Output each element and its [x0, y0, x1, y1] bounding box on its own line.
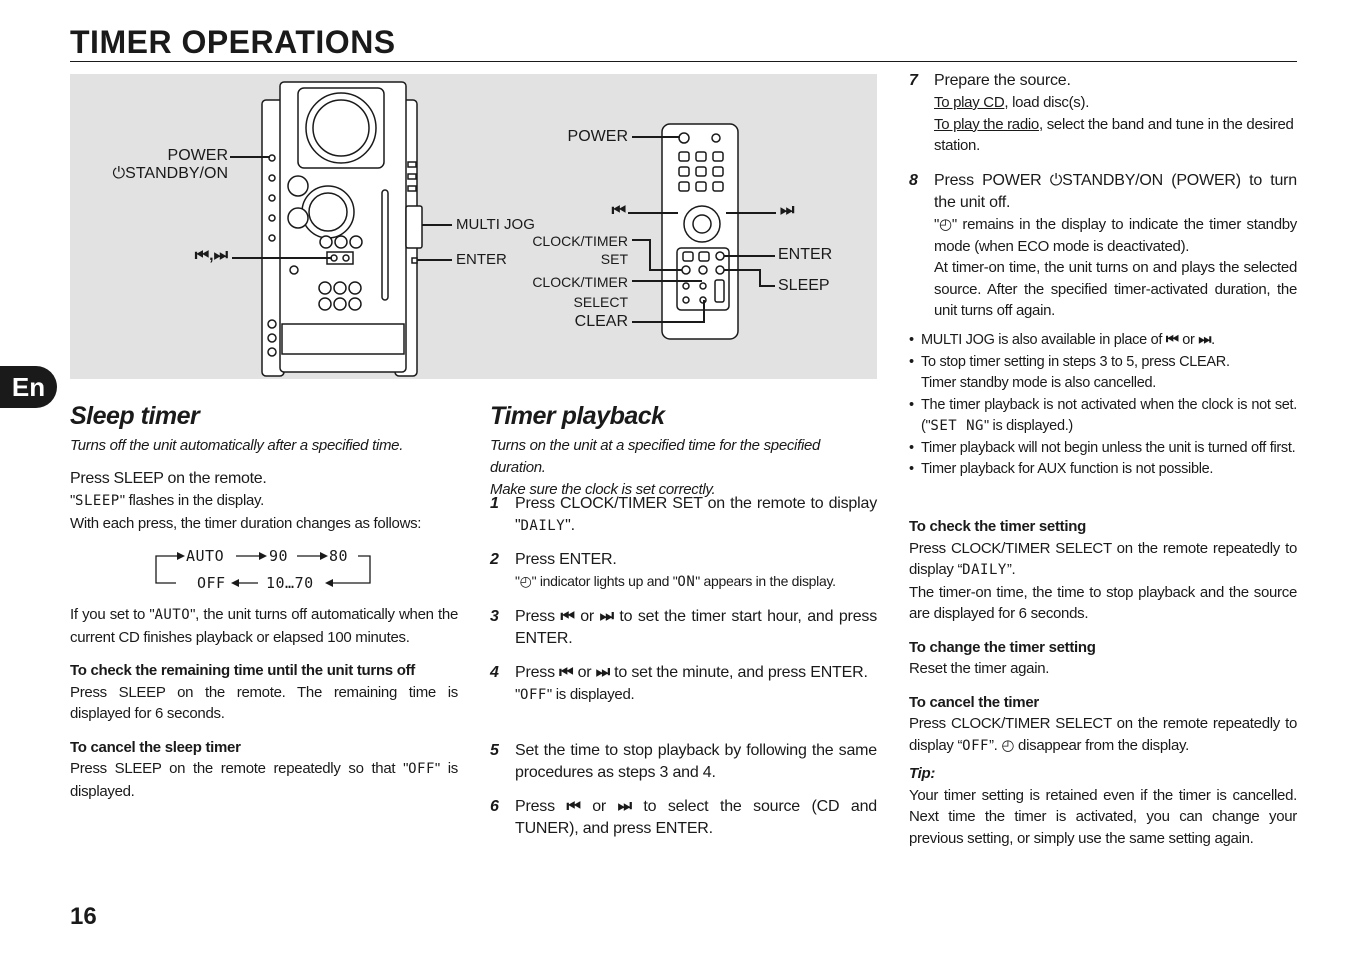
multi-jog-label: MULTI JOG	[456, 216, 535, 233]
next-icon: ⏭	[595, 664, 610, 681]
text-fragment: The timer playback is not activated when the clock is not set. ("	[921, 396, 1297, 434]
text-fragment: to set the timer start hour, and press ENTER.	[515, 608, 877, 647]
lcd-text: DAILY	[962, 562, 1007, 578]
prev-icon: ⏮	[560, 608, 575, 625]
step-body	[515, 662, 877, 707]
step-note-radio	[934, 114, 1297, 157]
unit-skip-label: ⏮,⏭	[194, 247, 228, 264]
page-title: TIMER OPERATIONS	[70, 24, 396, 60]
tip-heading: Tip:	[909, 765, 936, 782]
bullet-dot: •	[909, 353, 914, 370]
step-note	[515, 684, 877, 707]
remote-next-label: ⏭	[780, 202, 795, 219]
lcd-text: ON	[677, 574, 696, 590]
timer-playback-subtitle-2: Make sure the clock is set correctly.	[490, 481, 716, 498]
clock-timer-set-label	[510, 232, 628, 268]
step-number: 2	[490, 551, 499, 568]
change-timer-heading: To change the timer setting	[909, 638, 1096, 656]
step-text: Set the time to stop playback by following the same procedures as steps 3 and 4.	[515, 742, 877, 781]
prev-icon: ⏮	[566, 798, 581, 815]
remote-sleep-label: SLEEP	[778, 277, 830, 294]
sleep-check-text: Press SLEEP on the remote. The remaining time is displayed for 6 seconds.	[70, 683, 458, 722]
text-fragment: "	[515, 573, 520, 589]
step-number: 3	[490, 608, 499, 625]
text-fragment: Press	[515, 798, 567, 815]
step-body	[515, 549, 877, 594]
bullet-dot: •	[909, 439, 914, 456]
note-stop-setting	[909, 352, 1297, 395]
clock-timer-set-line2: SET	[600, 251, 628, 267]
text-fragment: If you set to "	[70, 606, 155, 623]
language-tab: En	[0, 366, 57, 408]
timer-icon: ◴	[939, 216, 952, 233]
note-aux	[909, 459, 1297, 481]
lcd-text: SET NG	[930, 418, 984, 434]
prev-icon: ⏮	[559, 664, 574, 681]
timer-icon: ◴	[519, 573, 532, 589]
check-timer-heading: To check the timer setting	[909, 518, 1086, 535]
step-number: 5	[490, 742, 499, 759]
bullet-dot: •	[909, 332, 914, 348]
step-5	[490, 740, 877, 784]
next-icon: ⏭	[1198, 332, 1212, 348]
text-fragment: Press	[515, 608, 561, 625]
text-fragment: Press CLOCK/TIMER SELECT on the remote repeatedly to display “	[909, 715, 1297, 754]
clock-timer-set-line1: CLOCK/TIMER	[532, 233, 628, 249]
tip-text: Your timer setting is retained even if the timer is cancelled. Next time the timer is activated, you can change your previous setting, or simply use the same setting again.	[909, 786, 1297, 847]
step-number: 8	[909, 172, 918, 189]
text-fragment: " remains in the display to indicate the timer standby mode (when ECO mode is deactivated).	[934, 216, 1297, 255]
lcd-text: OFF	[408, 761, 435, 777]
unit-power-label: POWER	[167, 147, 228, 164]
change-timer-text: Reset the timer again.	[909, 660, 1050, 677]
cycle-90: 90	[269, 547, 289, 565]
text-fragment: Press SLEEP on the remote repeatedly so that "	[70, 760, 409, 777]
text-fragment: to set the minute, and press ENTER.	[609, 664, 868, 681]
step-8	[909, 170, 1297, 322]
clock-timer-select-line1: CLOCK/TIMER	[532, 274, 628, 290]
sleep-cancel-heading: To cancel the sleep timer	[70, 738, 241, 756]
step-number: 4	[490, 664, 499, 681]
radio-underlined: To play the radio	[934, 115, 1039, 133]
cd-underlined: To play CD	[934, 94, 1005, 111]
timer-playback-subtitle-1: Turns on the unit at a specified time for the specified duration.	[490, 437, 821, 476]
step-text: Press ENTER.	[515, 551, 617, 568]
step-text	[515, 796, 877, 840]
page-number: 16	[70, 903, 97, 930]
notes-list	[909, 330, 1297, 481]
check-timer-text-2: The timer-on time, the time to stop playback and the source are displayed for 6 seconds.	[909, 583, 1297, 622]
text-fragment: or	[573, 664, 596, 681]
clock-timer-select-line2: SELECT	[573, 294, 628, 310]
note-turned-off	[909, 438, 1297, 460]
text-fragment: "	[934, 216, 940, 233]
text-fragment: " is displayed.)	[983, 418, 1073, 434]
text-fragment: To stop timer setting in steps 3 to 5, press CLEAR.	[921, 353, 1230, 370]
text-fragment: " flashes in the display.	[119, 492, 264, 509]
clock-timer-select-label	[510, 272, 628, 312]
timer-icon: ◴	[1001, 736, 1015, 754]
text-fragment: to select the source (CD and TUNER), and press ENTER.	[515, 798, 877, 837]
sleep-change-text: With each press, the timer duration changes as follows:	[70, 514, 422, 532]
title-divider	[70, 61, 1297, 62]
timer-playback-heading: Timer playback	[490, 402, 665, 430]
device-illustration	[70, 74, 877, 379]
step-number: 6	[490, 798, 499, 815]
cycle-range: 10…70	[266, 574, 314, 592]
step-text: Prepare the source.	[934, 72, 1071, 89]
note-text	[921, 395, 1297, 438]
remote-power-label: POWER	[567, 128, 628, 145]
text-fragment: " appears in the display.	[695, 573, 836, 589]
step-text: Press POWER ⏻STANDBY/ON (POWER) to turn the unit off.	[934, 172, 1297, 211]
note-text	[921, 330, 1297, 352]
step-1	[490, 493, 877, 537]
text-fragment: " indicator lights up and "	[531, 573, 678, 589]
sleep-flash-text	[70, 490, 458, 513]
text-fragment: , select the band and tune in the desired station.	[934, 115, 1294, 154]
text-fragment: "	[515, 686, 521, 703]
text-fragment: Press CLOCK/TIMER SELECT on the remote repeatedly to display “	[909, 539, 1297, 578]
check-timer-text	[909, 538, 1297, 582]
text-fragment: , load disc(s).	[1004, 94, 1090, 111]
step-2	[490, 549, 877, 594]
lcd-text: OFF	[962, 737, 989, 754]
step-7	[909, 70, 1297, 157]
unit-enter-label: ENTER	[456, 251, 507, 268]
text-fragment: " is displayed.	[70, 760, 459, 800]
text-fragment: Press	[515, 664, 560, 681]
sleep-cancel-text	[70, 758, 458, 802]
next-icon: ⏭	[617, 798, 632, 815]
text-fragment: or	[1178, 332, 1199, 348]
bullet-dot: •	[909, 461, 914, 477]
text-fragment: ".	[565, 517, 575, 534]
next-icon: ⏭	[599, 608, 614, 625]
text-fragment: Press CLOCK/TIMER SET on the remote to display "	[515, 495, 877, 534]
cycle-auto: AUTO	[186, 547, 225, 565]
sleep-timer-section	[70, 402, 458, 802]
cycle-arrows	[70, 534, 458, 604]
cycle-80: 80	[329, 547, 349, 565]
cycle-off: OFF	[197, 574, 226, 592]
text-fragment: MULTI JOG is also available in place of	[921, 332, 1166, 348]
text-fragment: or	[580, 798, 618, 815]
note-multi-jog	[909, 330, 1297, 352]
remote-enter-label: ENTER	[778, 246, 833, 263]
lcd-text: DAILY	[520, 518, 566, 534]
note-text: Timer playback for AUX function is not possible.	[921, 461, 1214, 477]
unit-standby-label: ⏻STANDBY/ON	[112, 165, 228, 182]
step-body	[934, 170, 1297, 322]
sleep-auto-text	[70, 604, 458, 648]
remote-prev-label: ⏮	[611, 202, 626, 219]
text-fragment: Timer standby mode is also cancelled.	[921, 375, 1156, 391]
step-text	[515, 606, 877, 650]
step-text	[515, 493, 877, 537]
lcd-text: SLEEP	[75, 493, 120, 509]
note-text	[921, 352, 1297, 395]
sleep-check-heading: To check the remaining time until the unit turns off	[70, 662, 415, 679]
note-text: Timer playback will not begin unless the unit is turned off first.	[921, 439, 1296, 456]
lcd-text: AUTO	[154, 607, 191, 623]
step-number: 1	[490, 495, 499, 512]
text-fragment: ”.	[1006, 561, 1016, 578]
timer-extra-section	[909, 516, 1297, 849]
text-fragment: disappear from the display.	[1014, 736, 1189, 754]
note-clock-not-set	[909, 395, 1297, 438]
step-text	[515, 662, 877, 684]
cancel-timer-heading: To cancel the timer	[909, 693, 1039, 711]
step-body	[934, 70, 1297, 157]
step-note-1	[934, 214, 1297, 257]
step-3	[490, 606, 877, 650]
sleep-timer-heading: Sleep timer	[70, 402, 200, 430]
step-note	[515, 571, 877, 594]
step-note-2: At timer-on time, the unit turns on and plays the selected source. After the specified timer-activated duration, the unit turns off again.	[934, 259, 1297, 319]
text-fragment: ", the unit turns off automatically when the current CD finishes playback or elapsed 100 minutes.	[70, 606, 458, 646]
clear-label: CLEAR	[574, 313, 628, 330]
text-fragment: or	[574, 608, 600, 625]
step-note-cd	[934, 92, 1297, 114]
step-4	[490, 662, 877, 707]
sleep-press-text: Press SLEEP on the remote.	[70, 470, 267, 487]
sleep-cycle-diagram	[70, 534, 458, 604]
step-6	[490, 796, 877, 840]
text-fragment: ”.	[988, 736, 1002, 754]
timer-playback-section	[490, 402, 877, 501]
lcd-text: OFF	[520, 687, 547, 703]
text-fragment: "	[70, 492, 76, 509]
sleep-timer-subtitle: Turns off the unit automatically after a specified time.	[70, 437, 404, 454]
step-number: 7	[909, 72, 918, 89]
text-fragment: .	[1211, 332, 1215, 348]
prev-icon: ⏮	[1165, 332, 1179, 348]
cancel-timer-text	[909, 713, 1297, 757]
bullet-dot: •	[909, 396, 914, 413]
text-fragment: " is displayed.	[546, 686, 635, 703]
